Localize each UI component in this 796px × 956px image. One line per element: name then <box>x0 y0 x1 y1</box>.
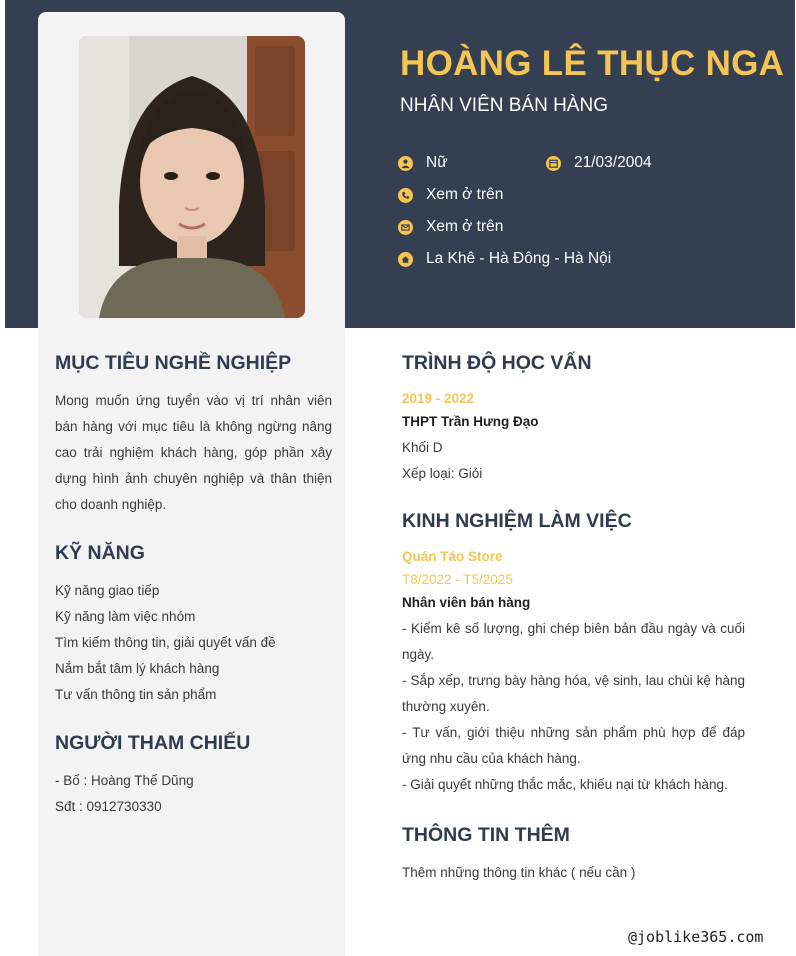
address-value: La Khê - Hà Đông - Hà Nội <box>426 250 612 267</box>
skill-item: Tư vấn thông tin sản phẩm <box>55 687 217 702</box>
birthdate-value: 21/03/2004 <box>574 154 652 171</box>
duty-item: - Kiểm kê số lượng, ghi chép biên bản đầu ngày và cuối ngày. <box>402 621 745 662</box>
school-name: THPT Trần Hưng Đạo <box>402 414 539 429</box>
phone-row <box>398 186 503 204</box>
duty-item: - Tư vấn, giới thiệu những sản phẩm phù hợp để đáp ứng nhu cầu của khách hàng. <box>402 725 745 766</box>
reference-heading: NGƯỜI THAM CHIẾU <box>55 732 251 754</box>
skill-item: Nắm bắt tâm lý khách hàng <box>55 661 220 676</box>
skills-heading: KỸ NĂNG <box>55 542 145 564</box>
skill-item: Tìm kiếm thông tin, giải quyết vấn đề <box>55 635 276 650</box>
company-name: Quán Táo Store <box>402 549 503 564</box>
objective-text: Mong muốn ứng tuyển vào vị trí nhân viên bán hàng với mục tiêu là không ngừng nâng cao trải nghiệm khách hàng, góp phần xây dựng hình ảnh chuyên nghiệp và thân thiện cho doanh nghiệp. <box>55 393 332 512</box>
experience-heading: KINH NGHIỆM LÀM VIỆC <box>402 510 632 532</box>
education-heading: TRÌNH ĐỘ HỌC VẤN <box>402 352 592 374</box>
extra-heading: THÔNG TIN THÊM <box>402 824 570 846</box>
role-title: Nhân viên bán hàng <box>402 595 531 610</box>
candidate-name: HOÀNG LÊ THỤC NGA <box>400 44 785 83</box>
calendar-icon <box>546 156 561 171</box>
experience-entry <box>402 548 745 798</box>
experience-period: T8/2022 - T5/2025 <box>402 572 513 587</box>
gender-value: Nữ <box>426 154 448 171</box>
skills-list <box>55 578 340 708</box>
site-watermark: @joblike365.com <box>628 928 764 946</box>
profile-photo <box>79 36 305 318</box>
user-icon <box>398 156 413 171</box>
email-row <box>398 218 503 236</box>
extra-text: Thêm những thông tin khác ( nếu cần ) <box>402 865 636 880</box>
gender-row <box>398 154 448 172</box>
reference-info <box>55 768 340 820</box>
duty-item: - Sắp xếp, trưng bày hàng hóa, vệ sinh, lau chùi kệ hàng thường xuyên. <box>402 673 745 714</box>
objective-heading: MỤC TIÊU NGHỀ NGHIỆP <box>55 352 292 374</box>
skill-item: Kỹ năng làm việc nhóm <box>55 609 196 624</box>
phone-icon <box>398 188 413 203</box>
job-title: NHÂN VIÊN BÁN HÀNG <box>400 95 608 116</box>
education-entry <box>402 390 747 487</box>
duty-item: - Giải quyết những thắc mắc, khiếu nại từ khách hàng. <box>402 777 728 792</box>
reference-phone: Sđt : 0912730330 <box>55 799 162 814</box>
education-grade: Xếp loại: Giỏi <box>402 466 483 481</box>
phone-value: Xem ở trên <box>426 186 504 203</box>
mail-icon <box>398 220 413 235</box>
education-track: Khối D <box>402 440 443 455</box>
email-value: Xem ở trên <box>426 218 504 235</box>
birthdate-row <box>546 154 652 172</box>
address-row <box>398 250 611 268</box>
skill-item: Kỹ năng giao tiếp <box>55 583 160 598</box>
home-icon <box>398 252 413 267</box>
education-period: 2019 - 2022 <box>402 391 475 406</box>
reference-name: - Bố : Hoàng Thế Dũng <box>55 773 194 788</box>
